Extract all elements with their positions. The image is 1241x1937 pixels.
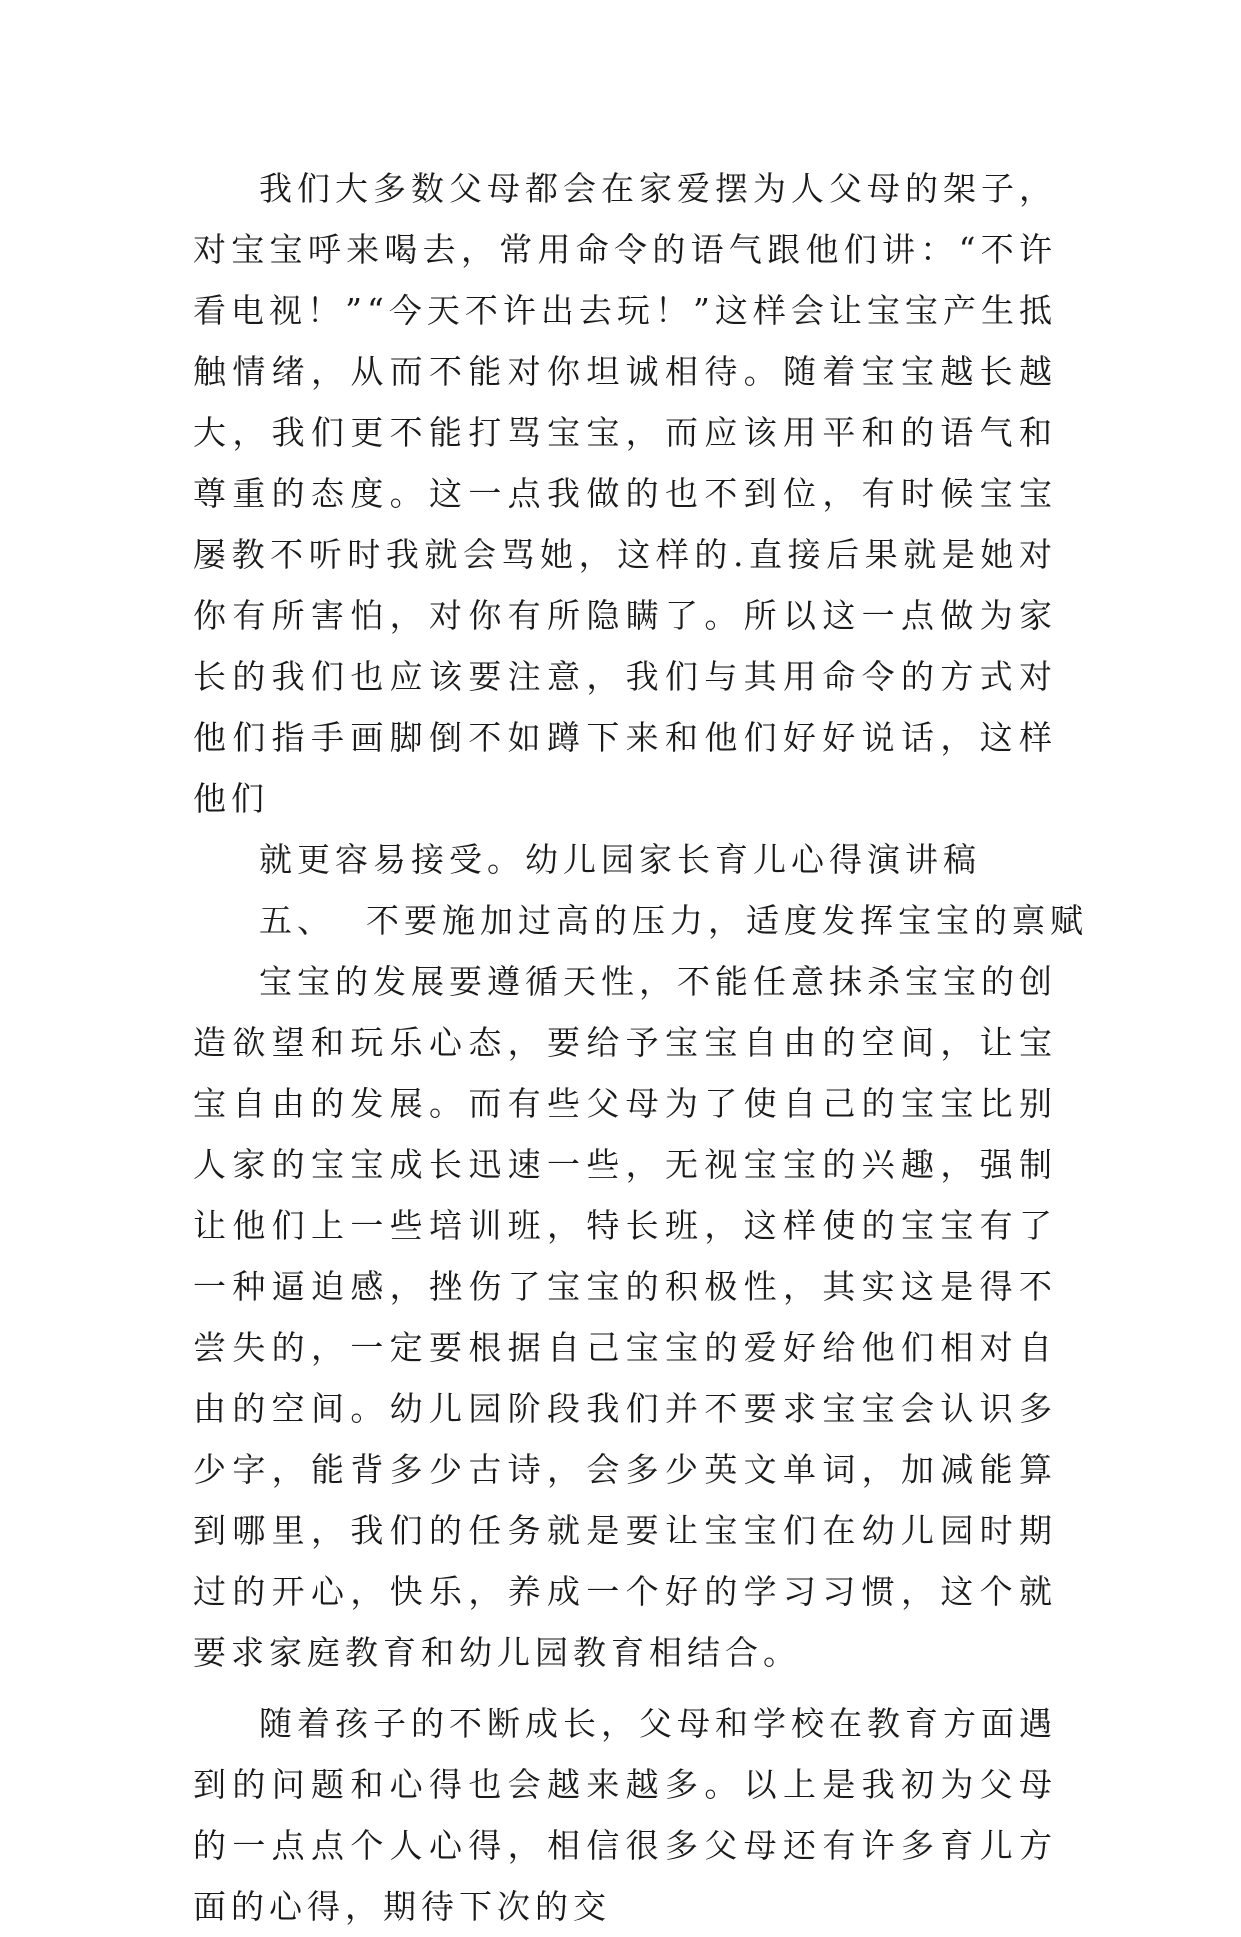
paragraph-child-development: 宝宝的发展要遵循天性，不能任意抹杀宝宝的创造欲望和玩乐心态，要给予宝宝自由的空间，让宝宝自由的发展。而有些父母为了使自己的宝宝比别人家的宝宝成长迅速一些，无视宝宝的兴趣，强制让他们上一些培训班，特长班，这样使的宝宝有了一种逼迫感，挫伤了宝宝的积极性，其实这是得不尝失的，一定要根据自己宝宝的爱好给他们相对自由的空间。幼儿园阶段我们并不要求宝宝会认识多少字，能背多少古诗，会多少英文单词，加减能算到哪里，我们的任务就是要让宝宝们在幼儿园时期过的开心，快乐，养成一个好的学习习惯，这个就要求家庭教育和幼儿园教育相结合。 xyxy=(193,962,1057,1672)
section-heading-five: 五、 不要施加过高的压力，适度发挥宝宝的禀赋 xyxy=(259,901,1088,940)
document-body xyxy=(193,158,1088,1937)
paragraph-parenting-tone: 我们大多数父母都会在家爱摆为人父母的架子，对宝宝呼来喝去，常用命令的语气跟他们讲：“不许看电视！”“今天不许出去玩！”这样会让宝宝产生抵触情绪，从而不能对你坦诚相待。随着宝宝越长越大，我们更不能打骂宝宝，而应该用平和的语气和尊重的态度。这一点我做的也不到位，有时候宝宝屡教不听时我就会骂她，这样的.直接后果就是她对你有所害怕，对你有所隐瞒了。所以这一点做为家长的我们也应该要注意，我们与其用命令的方式对他们指手画脚倒不如蹲下来和他们好好说话，这样他们 xyxy=(193,169,1057,818)
paragraph-closing: 随着孩子的不断成长，父母和学校在教育方面遇到的问题和心得也会越来越多。以上是我初为父母的一点点个人心得，相信很多父母还有许多育儿方面的心得，期待下次的交 xyxy=(193,1704,1057,1926)
paragraph-continuation: 就更容易接受。幼儿园家长育儿心得演讲稿 xyxy=(259,840,981,879)
